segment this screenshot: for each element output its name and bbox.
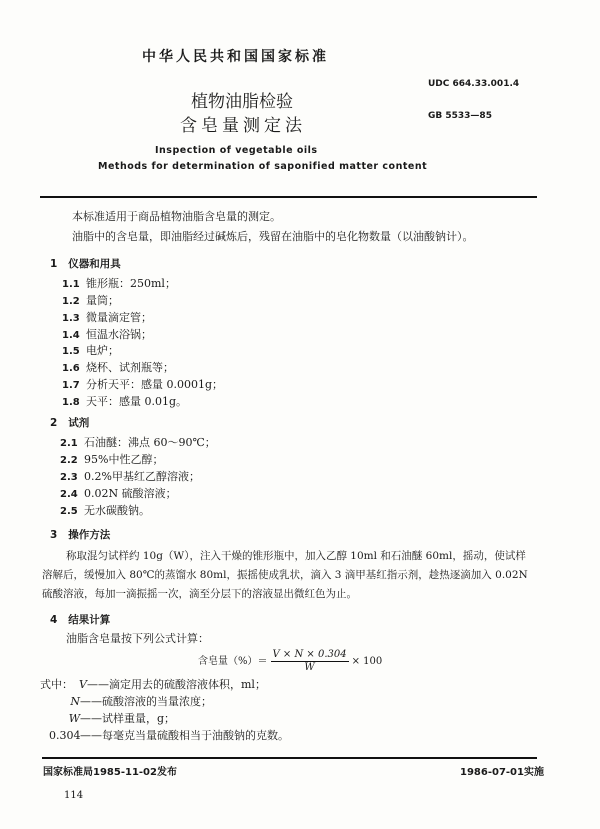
issuing-org: 中华人民共和国国家标准 — [142, 49, 329, 65]
section-4-heading — [50, 615, 110, 626]
procedure-line-3: 硫酸溶液，每加一滴振摇一次，滴至分层下的溶液显出微红色为止。 — [42, 588, 357, 600]
item-text: 天平：感量 0.01g。 — [86, 395, 188, 408]
item-number: 1.2 — [62, 296, 80, 307]
intro-paragraph-1: 本标准适用于商品植物油脂含皂量的测定。 — [72, 210, 281, 223]
variable-definition — [40, 679, 266, 690]
section-1-heading — [50, 259, 121, 270]
item-text: 电炉； — [86, 344, 119, 357]
item-number: 2.3 — [60, 472, 78, 483]
variable-description: ——滴定用去的硫酸溶液体积，ml； — [87, 678, 266, 691]
formula-fraction — [271, 650, 349, 673]
item-text: 石油醚：沸点 60～90℃； — [84, 436, 216, 449]
section-title: 结果计算 — [68, 614, 111, 626]
intro-paragraph-2: 油脂中的含皂量，即油脂经过碱炼后，残留在油脂中的皂化物数量（以油酸钠计）。 — [72, 230, 474, 243]
effective-date: 1986-07-01实施 — [460, 767, 544, 778]
section-title: 仪器和用具 — [68, 258, 121, 270]
variable-symbol: W — [68, 712, 80, 725]
gb-code: GB 5533—85 — [428, 111, 492, 121]
variable-description: ——硫酸溶液的当量浓度； — [80, 695, 212, 708]
list-item — [62, 295, 119, 307]
item-text: 微量滴定管； — [86, 311, 152, 324]
formula-numerator: V × N × 0.304 — [272, 649, 347, 660]
variable-definition — [60, 713, 175, 724]
item-text: 0.2%甲基红乙醇溶液； — [84, 470, 200, 483]
page-number: 114 — [64, 790, 84, 801]
item-text: 量筒； — [86, 294, 119, 307]
item-text: 0.02N 硫酸溶液； — [84, 487, 177, 500]
title-line-2: 含皂量测定法 — [180, 116, 306, 136]
list-item — [62, 362, 174, 374]
item-number: 1.7 — [62, 380, 80, 391]
issue-date: 国家标准局1985-11-02发布 — [43, 767, 177, 778]
variable-definition — [49, 730, 289, 741]
list-item — [60, 505, 150, 517]
item-number: 1.1 — [62, 279, 80, 290]
formula — [198, 650, 382, 673]
list-item — [62, 312, 152, 324]
list-item — [62, 278, 176, 290]
procedure-line-1: 称取混匀试样约 10g（W），注入干燥的锥形瓶中，加入乙醇 10ml 和石油醚 60ml，摇动，使试样 — [66, 550, 526, 562]
item-text: 95%中性乙醇； — [84, 453, 164, 466]
item-number: 2.5 — [60, 506, 78, 517]
variable-definition — [60, 696, 212, 707]
item-text: 无水碳酸钠。 — [84, 504, 150, 517]
title-line-1: 植物油脂检验 — [191, 92, 293, 112]
formula-tail: × 100 — [351, 655, 383, 667]
section-number: 1 — [50, 258, 58, 270]
list-item — [60, 488, 177, 500]
list-item — [62, 329, 152, 341]
section-title: 试剂 — [68, 417, 90, 429]
variable-symbol: N — [70, 695, 80, 708]
procedure-line-2: 溶解后，缓慢加入 80℃的蒸馏水 80ml，振摇使成乳状，滴入 3 滴甲基红指示剂，趁热逐滴加入 0.02N — [42, 569, 528, 581]
variable-description: ——试样重量，g； — [80, 712, 176, 725]
item-number: 1.4 — [62, 330, 80, 341]
english-title-1: Inspection of vegetable oils — [155, 145, 318, 156]
item-text: 恒温水浴锅； — [86, 328, 152, 341]
section-title: 操作方法 — [68, 529, 111, 541]
section-number: 3 — [50, 529, 58, 541]
section-number: 2 — [50, 417, 58, 429]
udc-code: UDC 664.33.001.4 — [428, 79, 520, 89]
item-number: 1.6 — [62, 363, 80, 374]
list-item — [60, 454, 163, 466]
item-text: 分析天平：感量 0.0001g； — [86, 378, 224, 391]
section-number: 4 — [50, 614, 58, 626]
item-number: 2.2 — [60, 455, 78, 466]
formula-lhs: 含皂量（%）＝ — [198, 655, 268, 667]
item-number: 1.5 — [62, 346, 80, 357]
item-text: 烧杯、试剂瓶等； — [86, 361, 174, 374]
variable-symbol: V — [79, 678, 87, 691]
list-item — [62, 345, 119, 357]
item-number: 1.3 — [62, 313, 80, 324]
english-title-2: Methods for determination of saponified matter content — [98, 161, 428, 172]
section-3-heading — [50, 530, 110, 541]
footer-rule — [42, 757, 537, 759]
item-number: 1.8 — [62, 397, 80, 408]
calculation-intro: 油脂含皂量按下列公式计算： — [66, 632, 209, 645]
item-number: 2.1 — [60, 438, 78, 449]
list-item — [62, 379, 223, 391]
list-item — [60, 437, 216, 449]
variable-symbol: 0.304 — [49, 729, 81, 742]
variable-description: ——每毫克当量硫酸相当于油酸钠的克数。 — [80, 729, 289, 742]
item-text: 锥形瓶：250ml； — [86, 277, 176, 290]
header-rule — [40, 196, 537, 198]
item-number: 2.4 — [60, 489, 78, 500]
section-2-heading — [50, 418, 89, 429]
where-label: 式中： — [40, 678, 73, 691]
list-item — [62, 396, 187, 408]
formula-denominator: W — [304, 662, 315, 673]
list-item — [60, 471, 200, 483]
